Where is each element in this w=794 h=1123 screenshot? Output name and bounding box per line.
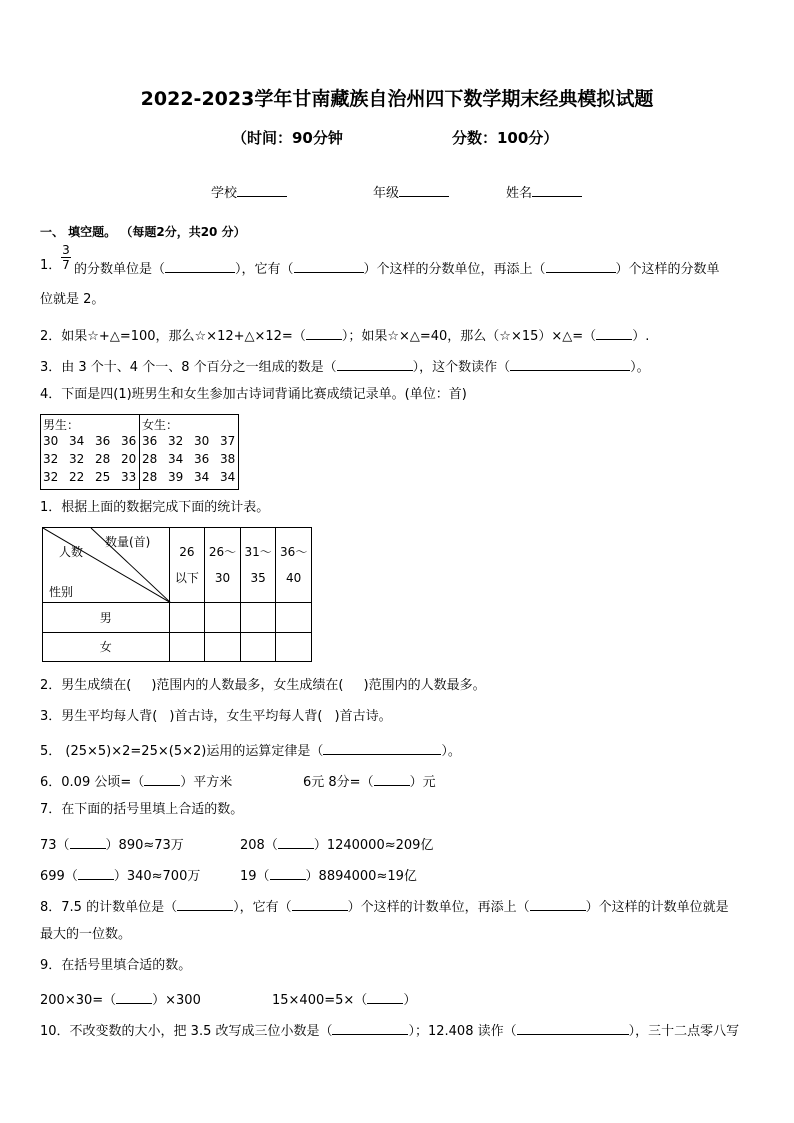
q6-a2: ）平方米 [180, 775, 233, 790]
q3-text-a: 3．由 3 个十、4 个一、8 个百分之一组成的数是（ [40, 360, 337, 375]
blank-cell [276, 632, 312, 662]
q1-text-d: ）个这样的分数单 [615, 262, 720, 277]
girls-scores [140, 415, 239, 490]
q4-sub3-b: )首古诗，女生平均每人背( [169, 709, 323, 724]
score-cell: 28 [142, 470, 158, 484]
q8-blank-2 [292, 897, 348, 911]
q7-blank [78, 866, 114, 880]
range-bottom: 35 [250, 571, 266, 585]
q3-line [40, 357, 650, 374]
q10-text-b: ）；12.408 读作（ [408, 1024, 517, 1039]
row-label-female: 女 [43, 632, 170, 662]
q7-r2a2: ）340≈700万 [113, 869, 201, 884]
range-36-40 [276, 528, 312, 603]
q4-text: 4．下面是四(1)班男生和女生参加古诗词背诵比赛成绩记录单。(单位：首) [40, 387, 467, 402]
q1-blank-3 [546, 259, 616, 273]
header-gender: 性别 [49, 585, 74, 599]
q1-text-c: ）个这样的分数单位，再添上（ [363, 262, 546, 277]
q7-r1b [240, 835, 433, 852]
q5-blank [323, 741, 441, 755]
fraction-numerator: 3 [62, 243, 70, 257]
q7-blank [270, 866, 306, 880]
q6-part-a [40, 772, 232, 789]
q1-text-b: ），它有（ [235, 262, 294, 277]
q7-r2a1: 699（ [40, 869, 78, 884]
score-cell: 36 [194, 452, 210, 466]
q9-a1: 200×30=（ [40, 993, 117, 1008]
q2-text-a: 2．如果☆+△=100，那么☆×12+△×12=（ [40, 329, 306, 344]
q9-part-a [40, 990, 201, 1007]
q6-blank-1 [144, 772, 180, 786]
q2-text-c: ）. [632, 329, 650, 344]
range-31-35 [240, 528, 276, 603]
q4-sub1: 1．根据上面的数据完成下面的统计表。 [40, 500, 270, 515]
q7-r1b2: ）1240000≈209亿 [313, 838, 434, 853]
statistics-table [42, 527, 312, 662]
range-26-30 [205, 528, 241, 603]
girls-label: 女生： [142, 418, 179, 432]
q1-fraction [61, 244, 71, 271]
q2-blank-2 [596, 326, 632, 340]
q7-r1a1: 73（ [40, 838, 70, 853]
score-cell: 30 [194, 434, 210, 448]
q4-sub3-a: 3．男生平均每人背( [40, 709, 158, 724]
header-diagonal-cell [43, 528, 170, 603]
q9-blank-2 [367, 990, 403, 1004]
q7-r1a [40, 835, 184, 852]
blank-cell [276, 603, 312, 633]
q4-sub3-c: )首古诗。 [334, 709, 392, 724]
header-count: 数量(首) [105, 535, 151, 549]
row-label-male: 男 [43, 603, 170, 633]
blank-cell [205, 603, 241, 633]
school-field [211, 183, 287, 200]
q5-line [40, 741, 461, 758]
range-top: 36～ [280, 545, 308, 559]
blank-cell [169, 603, 205, 633]
q9-b1: 15×400=5×（ [272, 993, 368, 1008]
q6-a1: 6．0.09 公顷=（ [40, 775, 145, 790]
name-blank [532, 183, 582, 197]
q8-line1 [40, 897, 729, 914]
score-cell: 34 [168, 452, 184, 466]
score-record-table [40, 414, 239, 490]
q2-line [40, 326, 649, 343]
exam-title: 2022-2023学年甘南藏族自治州四下数学期末经典模拟试题 [140, 88, 654, 110]
q10-text-a: 10．不改变数的大小，把 3.5 改写成三位小数是（ [40, 1024, 333, 1039]
grade-blank [399, 183, 449, 197]
range-26-below [169, 528, 205, 603]
range-bottom: 30 [214, 571, 231, 585]
grade-label: 年级 [373, 186, 400, 201]
q9-blank-1 [116, 990, 152, 1004]
q4-sub2-a: 2．男生成绩在( [40, 678, 132, 693]
score-cell: 34 [194, 470, 210, 484]
name-label: 姓名 [506, 186, 533, 201]
q6-b1: 6元 8分=（ [303, 775, 374, 790]
blank-cell [240, 603, 276, 633]
score-cell: 20 [121, 452, 137, 466]
boys-row [43, 452, 137, 470]
score-cell: 32 [69, 452, 85, 466]
fraction-denominator: 7 [62, 258, 70, 272]
q1-text-a: 的分数单位是（ [74, 262, 166, 277]
school-blank [237, 183, 287, 197]
q9-text: 9．在括号里填合适的数。 [40, 958, 192, 973]
school-label: 学校 [211, 186, 238, 201]
q10-line [40, 1021, 739, 1038]
blank-cell [205, 632, 241, 662]
blank-cell [169, 632, 205, 662]
boys-row [43, 470, 137, 488]
q4-sub3 [40, 710, 392, 723]
score-cell: 37 [220, 434, 236, 448]
score-cell: 36 [95, 434, 111, 448]
boys-scores [41, 415, 140, 490]
q4-sub2 [40, 679, 486, 692]
score-cell: 22 [69, 470, 85, 484]
q7-r2a [40, 866, 200, 883]
grade-field [373, 183, 449, 200]
time-label: （时间：90分钟 [232, 129, 343, 147]
q8-text-c: ）个这样的计数单位，再添上（ [347, 900, 530, 915]
name-field [506, 183, 582, 200]
q3-blank-1 [337, 357, 413, 371]
girls-row [142, 470, 236, 488]
q7-text: 7．在下面的括号里填上合适的数。 [40, 802, 244, 817]
score-cell: 34 [220, 470, 236, 484]
header-people: 人数 [59, 545, 84, 559]
q8-text-b: ），它有（ [233, 900, 292, 915]
q1-blank-2 [294, 259, 364, 273]
q8-blank-3 [530, 897, 586, 911]
q5-text-a: 5． (25×5)×2=25×(5×2)运用的运算定律是（ [40, 744, 324, 759]
q7-blank [278, 835, 314, 849]
q3-text-c: ）。 [630, 360, 650, 375]
girls-row [142, 452, 236, 470]
range-top: 26 [179, 545, 195, 559]
q8-text-d: ）个这样的计数单位就是 [585, 900, 729, 915]
score-cell: 32 [43, 452, 59, 466]
score-cell: 25 [95, 470, 111, 484]
q2-blank-1 [306, 326, 342, 340]
q5-text-b: ）。 [441, 744, 461, 759]
q6-part-b [303, 772, 436, 789]
q8-line2: 最大的一位数。 [40, 927, 132, 942]
range-bottom: 以下 [174, 571, 199, 585]
score-cell: 39 [168, 470, 184, 484]
q4-sub2-b: )范围内的人数最多，女生成绩在( [151, 678, 344, 693]
q7-r2b [240, 866, 417, 883]
score-cell: 36 [121, 434, 137, 448]
q7-r2b2: ）8894000≈19亿 [305, 869, 417, 884]
boys-label: 男生： [43, 418, 80, 432]
q4-sub2-c: )范围内的人数最多。 [363, 678, 486, 693]
q7-r1a2: ）890≈73万 [105, 838, 184, 853]
q1-number: 1． [40, 258, 62, 273]
q1-blank-1 [165, 259, 235, 273]
range-bottom: 40 [286, 571, 302, 585]
q3-blank-2 [510, 357, 630, 371]
score-cell: 36 [142, 434, 158, 448]
girls-row [142, 434, 236, 452]
boys-row [43, 434, 137, 452]
range-top: 26～ [208, 545, 237, 559]
q1-line2: 位就是 2。 [40, 292, 105, 307]
q9-a2: ）×300 [152, 993, 201, 1008]
score-cell: 28 [142, 452, 158, 466]
q6-blank-2 [374, 772, 410, 786]
q2-text-b: ）；如果☆×△=40，那么（☆×15）×△=（ [341, 329, 597, 344]
q9-part-b [272, 990, 416, 1007]
q9-b2: ） [403, 993, 417, 1008]
q10-text-c: ），三十二点零八写 [628, 1024, 740, 1039]
q7-blank [70, 835, 106, 849]
score-cell: 32 [43, 470, 59, 484]
score-cell: 34 [69, 434, 85, 448]
blank-cell [240, 632, 276, 662]
score-cell: 28 [95, 452, 111, 466]
q8-blank-1 [177, 897, 233, 911]
q3-text-b: ），这个数读作（ [412, 360, 511, 375]
range-top: 31～ [244, 545, 272, 559]
q8-text-a: 8．7.5 的计数单位是（ [40, 900, 178, 915]
q10-blank-1 [332, 1021, 408, 1035]
q10-blank-2 [517, 1021, 629, 1035]
score-cell: 32 [168, 434, 184, 448]
q1-line1 [74, 259, 720, 276]
q6-b2: ）元 [409, 775, 436, 790]
score-cell: 38 [220, 452, 236, 466]
score-label: 分数：100分） [452, 129, 559, 147]
section1-title: 一、 填空题。 （每题2分，共20 分） [40, 225, 246, 239]
score-cell: 33 [121, 470, 137, 484]
q7-r2b1: 19（ [240, 869, 270, 884]
score-cell: 30 [43, 434, 59, 448]
q7-r1b1: 208（ [240, 838, 278, 853]
